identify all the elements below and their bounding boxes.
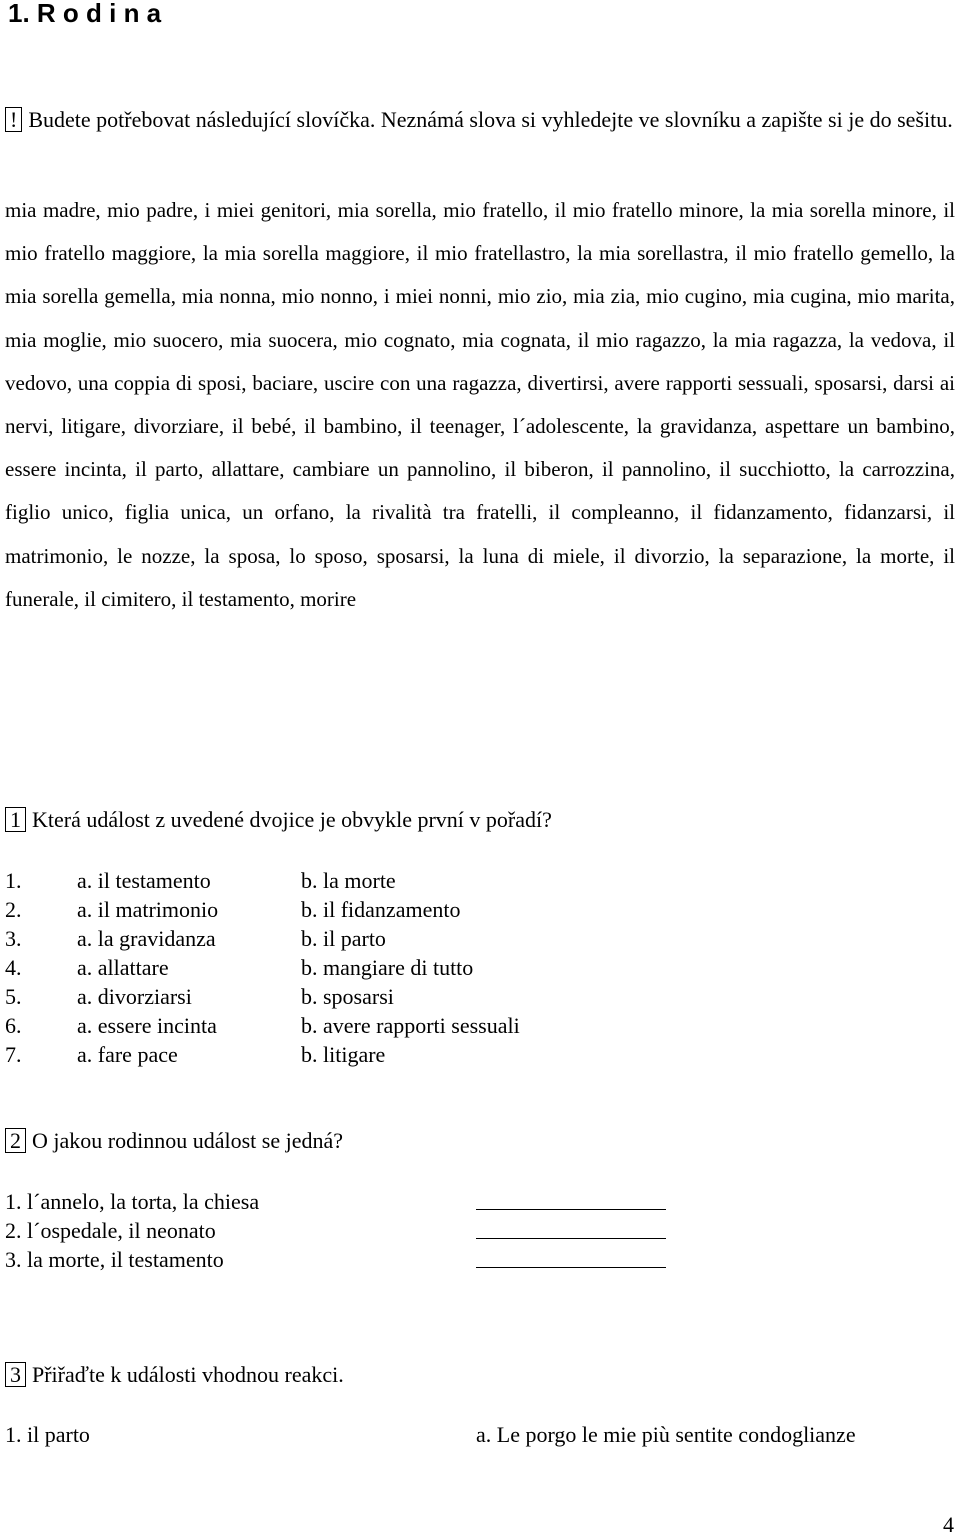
exercise-1-table (5, 866, 520, 1069)
exercise-2-item (5, 1187, 705, 1216)
exercise-1-row (5, 1040, 520, 1069)
exercise-1-row (5, 1011, 520, 1040)
option-a: a. il testamento (77, 868, 211, 893)
exercise-1-row (5, 924, 520, 953)
option-b: b. litigare (301, 1042, 386, 1067)
option-a: a. il matrimonio (77, 897, 219, 922)
option-a: a. essere incinta (77, 1013, 217, 1038)
answer-blank[interactable] (476, 1238, 666, 1239)
answer-blank[interactable] (476, 1267, 666, 1268)
option-a: a. allattare (77, 955, 169, 980)
option-b: b. la morte (301, 868, 396, 893)
exercise-2-title (5, 1128, 343, 1154)
exercise-3-event: 1. il parto (5, 1422, 90, 1447)
exercise-2-item-text: 2. l´ospedale, il neonato (5, 1218, 216, 1243)
exercise-2-item-text: 1. l´annelo, la torta, la chiesa (5, 1189, 260, 1214)
exercise-2-list (5, 1187, 705, 1274)
exercise-1-row (5, 953, 520, 982)
option-a: a. divorziarsi (77, 984, 192, 1009)
row-number: 1. (5, 868, 22, 893)
row-number: 2. (5, 897, 22, 922)
option-a: a. fare pace (77, 1042, 178, 1067)
notice-marker: ! (5, 107, 22, 132)
page-number: 4 (943, 1512, 954, 1537)
exercise-1-number: 1 (5, 807, 26, 832)
row-number: 4. (5, 955, 22, 980)
exercise-1-row (5, 895, 520, 924)
exercise-3-reaction: a. Le porgo le mie più sentite condoglianze (476, 1422, 856, 1447)
option-b: b. mangiare di tutto (301, 955, 474, 980)
exercise-2-item (5, 1216, 705, 1245)
vocabulary-list: mia madre, mio padre, i miei genitori, mia sorella, mio fratello, il mio fratello minore, la mia sorella minore, il mio fratello maggiore, la mia sorella maggiore, il mio fratellastro, la mia sorellastra, il mio fratello gemello, la mia sorella gemella, mia nonna, mio nonno, i miei nonni, mio zio, mia zia, mio cugino, mia cugina, mio marita, mia moglie, mio suocero, mia suocera, mio cognato, mia cognata, il mio ragazzo, la mia ragazza, la vedova, il vedovo, una coppia di sposi, baciare, uscire con una ragazza, divertirsi, avere rapporti sessuali, sposarsi, darsi ai nervi, litigare, divorziare, il bebé, il bambino, il teenager, l´adolescente, la gravidanza, aspettare un bambino, essere incinta, il parto, allattare, cambiare un pannolino, il biberon, il pannolino, il succhiotto, la carrozzina, figlio unico, figlia unica, un orfano, la rivalità tra fratelli, il compleanno, il fidanzamento, fidanzarsi, il matrimonio, le nozze, la sposa, lo sposo, sposarsi, la luna di miele, il divorzio, la separazione, la morte, il funerale, il cimitero, il testamento, morire (5, 198, 955, 611)
intro-instruction (5, 106, 955, 133)
row-number: 6. (5, 1013, 22, 1038)
exercise-2-number: 2 (5, 1128, 26, 1153)
exercise-1-row (5, 982, 520, 1011)
row-number: 3. (5, 926, 22, 951)
intro-text: Budete potřebovat následující slovíčka. Neznámá slova si vyhledejte ve slovníku a zapište si je do sešitu. (28, 107, 953, 132)
exercise-3-number: 3 (5, 1362, 26, 1387)
option-b: b. il fidanzamento (301, 897, 461, 922)
answer-blank[interactable] (476, 1209, 666, 1210)
row-number: 7. (5, 1042, 22, 1067)
option-b: b. sposarsi (301, 984, 394, 1009)
exercise-3-title (5, 1362, 344, 1388)
row-number: 5. (5, 984, 22, 1009)
option-b: b. il parto (301, 926, 386, 951)
exercise-2-item (5, 1245, 705, 1274)
exercise-3-text: Přiřaďte k události vhodnou reakci. (32, 1362, 344, 1387)
exercise-1-row (5, 866, 520, 895)
page-heading: 1. R o d i n a (8, 0, 162, 28)
exercise-2-text: O jakou rodinnou událost se jedná? (32, 1128, 343, 1153)
exercise-1-title (5, 807, 552, 833)
option-b: b. avere rapporti sessuali (301, 1013, 520, 1038)
exercise-3-row (5, 1420, 925, 1449)
exercise-2-item-text: 3. la morte, il testamento (5, 1247, 224, 1272)
exercise-1-text: Která událost z uvedené dvojice je obvykle první v pořadí? (32, 807, 552, 832)
option-a: a. la gravidanza (77, 926, 216, 951)
